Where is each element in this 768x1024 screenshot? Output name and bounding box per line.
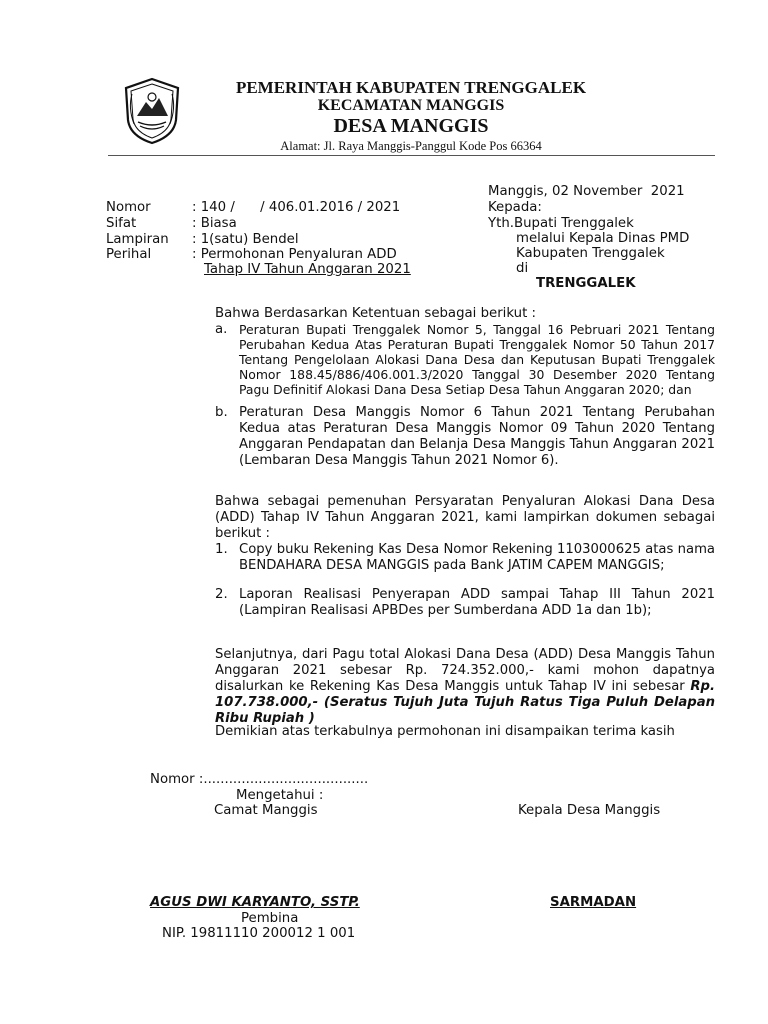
letterhead-rule	[108, 155, 715, 156]
signature-kades-title: Kepala Desa Manggis	[518, 803, 661, 818]
meta-nomor-label: Nomor	[106, 200, 151, 215]
paragraph-request	[215, 647, 715, 727]
signature-camat-title: Camat Manggis	[214, 803, 318, 818]
place-date: Manggis, 02 November 2021	[488, 184, 685, 199]
list-mark-2: 2.	[215, 587, 228, 602]
signature-camat-name: AGUS DWI KARYANTO, SSTP.	[150, 895, 360, 910]
requested-amount: Rp. 107.738.000,- (Seratus Tujuh Juta Tujuh Ratus Tiga Puluh Delapan Ribu Rupiah )	[215, 679, 715, 726]
list-mark-a: a.	[215, 322, 228, 337]
list-item-1	[215, 542, 715, 590]
signature-camat-nip: NIP. 19811110 200012 1 001	[162, 926, 356, 941]
paragraph-closing: Demikian atas terkabulnya permohonan ini disampaikan terima kasih	[215, 724, 675, 739]
meta-lampiran-label: Lampiran	[106, 232, 169, 247]
meta-perihal-label: Perihal	[106, 247, 152, 262]
letterhead-district: KECAMATAN MANGGIS	[317, 97, 505, 114]
letterhead-village: DESA MANGGIS	[333, 115, 489, 137]
meta-lampiran-value: : 1(satu) Bendel	[192, 232, 299, 247]
meta-nomor-value: : 140 / / 406.01.2016 / 2021	[192, 200, 401, 215]
recipient-kab: Kabupaten Trenggalek	[516, 246, 665, 261]
list-mark-b: b.	[215, 405, 228, 420]
letterhead-government: PEMERINTAH KABUPATEN TRENGGALEK	[235, 78, 587, 97]
signature-kades-name: SARMADAN	[550, 895, 637, 910]
recipient-via: melalui Kepala Dinas PMD	[516, 231, 690, 246]
list-text-1: Copy buku Rekening Kas Desa Nomor Rekening 1103000625 atas nama BENDAHARA DESA MANGGIS pada Bank JATIM CAPEM MANGGIS;	[239, 542, 715, 573]
regency-crest-logo	[118, 76, 186, 146]
meta-perihal-value: : Permohonan Penyaluran ADD	[192, 247, 397, 262]
list-text-b: Peraturan Desa Manggis Nomor 6 Tahun 2021 Tentang Perubahan Kedua atas Peraturan Desa Manggis Nomor 09 Tahun 2020 Tentang Anggaran Pendapatan dan Belanja Desa Manggis Tahun Anggaran 2021 (Lembaran Desa Manggis Tahun 2021 Nomor 6).	[239, 405, 715, 468]
recipient-city: TRENGGALEK	[536, 276, 636, 291]
list-item-2	[215, 587, 715, 635]
list-text-a: Peraturan Bupati Trenggalek Nomor 5, Tanggal 16 Pebruari 2021 Tentang Perubahan Kedua Atas Peraturan Bupati Trenggalek Nomor 50 Tahun 2017 Tentang Pengelolaan Alokasi Dana Desa dan Keputusan Bupati Trenggalek Nomor 188.45/886/406.001.3/2020 Tanggal 30 Desember 2020 Tentang Pagu Definitif Alokasi Dana Desa Setiap Desa Tahun Anggaran 2020; dan	[239, 322, 715, 397]
signature-nomor: Nomor :.......................................	[150, 772, 369, 787]
signature-mengetahui: Mengetahui :	[236, 788, 324, 803]
meta-sifat-value: : Biasa	[192, 216, 237, 231]
list-item-b	[215, 405, 715, 485]
recipient-yth: Yth.Bupati Trenggalek	[488, 216, 634, 231]
list-text-2: Laporan Realisasi Penyerapan ADD sampai Tahap III Tahun 2021 (Lampiran Realisasi APBDes per Sumberdana ADD 1a dan 1b);	[239, 587, 715, 618]
meta-perihal-line2: Tahap IV Tahun Anggaran 2021	[204, 262, 411, 277]
list-item-a	[215, 322, 715, 404]
list-mark-1: 1.	[215, 542, 228, 557]
letterhead-address: Alamat: Jl. Raya Manggis-Panggul Kode Pos 66364	[280, 139, 542, 153]
recipient-block	[488, 184, 728, 294]
paragraph-request-text: Selanjutnya, dari Pagu total Alokasi Dana Desa (ADD) Desa Manggis Tahun Anggaran 2021 sebesar Rp. 724.352.000,- kami mohon dapatnya disalurkan ke Rekening Kas Desa Manggis untuk Tahap IV ini sebesar	[215, 647, 715, 694]
kepada-label: Kepada:	[488, 200, 542, 215]
paragraph-requirements: Bahwa sebagai pemenuhan Persyaratan Penyaluran Alokasi Dana Desa (ADD) Tahap IV Tahun Anggaran 2021, kami lampirkan dokumen sebagai berikut :	[215, 494, 715, 541]
letter-meta	[106, 200, 466, 280]
recipient-di: di	[516, 261, 529, 276]
meta-sifat-label: Sifat	[106, 216, 137, 231]
body-intro: Bahwa Berdasarkan Ketentuan sebagai berikut :	[215, 306, 537, 321]
signature-camat-rank: Pembina	[241, 911, 299, 926]
